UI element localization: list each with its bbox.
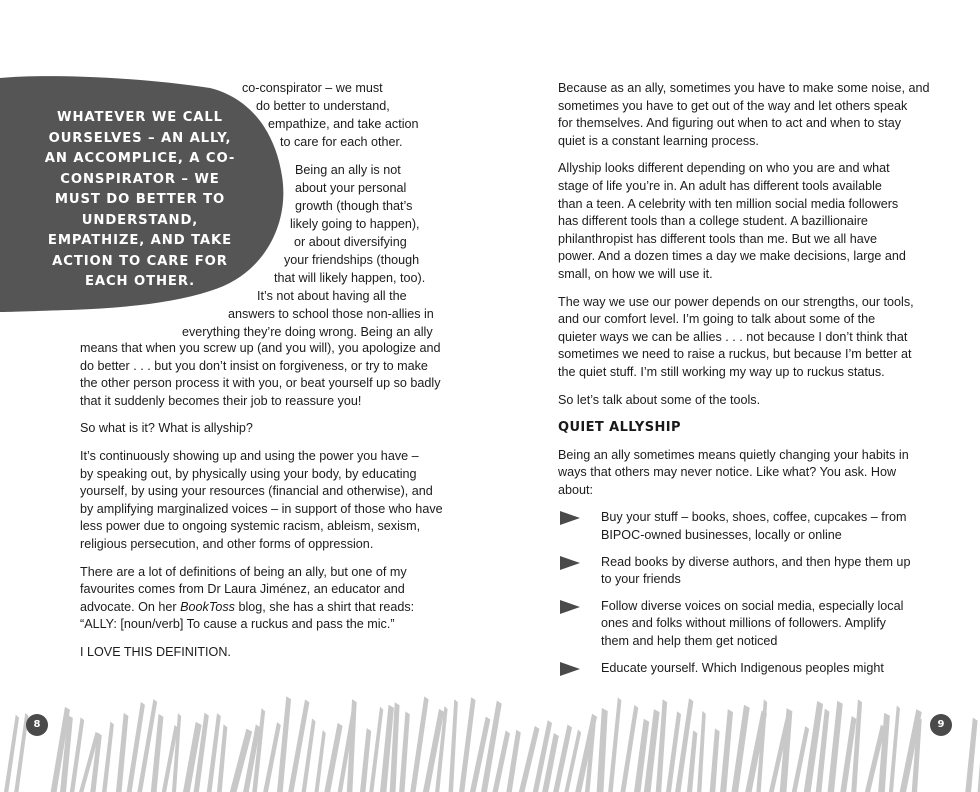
text-line: religious persecution, and other forms of oppression. [80,536,374,551]
text-line: Educate yourself. Which Indigenous peoples might [601,660,884,675]
paragraph [80,564,422,634]
page-number-right: 9 [930,714,952,736]
arrow-bullet-icon [560,600,580,614]
brush-stroke [889,705,900,792]
text-line: the other person process it with you, or beat yourself up so badly [80,376,441,391]
text-line: small, on how we will use it. [558,266,713,281]
text-line: Being an ally is not [295,163,401,177]
brush-stroke [102,722,114,792]
brush-stroke [828,701,843,792]
paragraph [558,447,909,500]
brush-stroke [710,728,720,792]
text-line: do better to understand, [256,99,390,113]
text-line: Follow diverse voices on social media, especially local [601,598,904,613]
text-line: your friendships (though [284,253,420,267]
text-line: means that when you screw up (and you will), you apologize and [80,341,441,355]
text-line: about your personal [295,181,407,195]
brush-stroke [369,707,383,792]
paragraph [558,392,903,410]
decorative-brush-stripes [0,688,980,792]
text-line: by speaking out, by physically using your body, by educating [80,466,417,481]
paragraph [80,340,441,410]
text-line: “ALLY: [noun/verb] To cause a ruckus and pass the mic.” [80,617,395,632]
pull-quote: WHATEVER WE CALL OURSELVES – AN ALLY, AN ACCOMPLICE, A CO-CONSPIRATOR – WE MUST DO BETTER TO UNDERSTAND, EMPATHIZE, AND TAKE ACTION TO CARE FOR EACH OTHER. [44,110,236,289]
text-line: Buy your stuff – books, shoes, coffee, cupcakes – from [601,510,907,525]
brush-stroke [70,717,84,792]
arrow-bullet-icon [560,662,580,676]
list-item [558,598,903,651]
text-line: to care for each other. [280,135,403,149]
left-page [80,80,443,672]
text-line: than a teen. A celebrity with ten million social media followers [558,196,899,211]
arrow-bullet-icon [560,556,580,570]
text-line: So what is it? What is allyship? [80,421,253,436]
brush-stroke [687,730,697,792]
text-line: that will likely happen, too). [274,271,426,285]
paragraph [80,644,422,662]
brush-stroke [720,709,733,792]
paragraph [558,80,930,150]
text-line: Because as an ally, sometimes you have to make some noise, and [558,81,930,95]
text-line: growth (though that’s [295,199,413,213]
brush-stroke [448,699,457,792]
arrow-bullet-icon [560,511,580,525]
text-line: stage of life you’re in. An adult has different tools available [558,178,882,193]
text-line: less power due to ongoing systemic racism, ableism, sexism, [80,519,421,534]
text-line: BIPOC-owned businesses, locally or online [601,528,842,543]
brush-stroke [277,696,291,792]
text-line: sometimes we need to raise a ruckus, but because I’m better at [558,347,912,362]
text-line: So let’s talk about some of the tools. [558,392,761,407]
text-line: Read books by diverse authors, and then hype them up [601,554,911,569]
text-line: or about diversifying [294,235,407,249]
list-item [558,554,911,589]
text-fragment: blog, she has a shirt that reads: [234,599,415,614]
paragraph [558,294,914,382]
text-line: and our comfort level. I’m going to talk about some of the [558,312,876,327]
paragraph [80,448,443,554]
paragraph [558,160,906,283]
wrap-text [80,80,434,340]
brush-stroke [731,705,749,792]
text-line: favourites comes from Dr Laura Jiménez, an educator and [80,582,405,597]
text-line: about: [558,482,594,497]
brush-stroke [314,730,325,792]
bullet-list [558,509,911,677]
text-line: It’s not about having all the [257,289,407,303]
list-item [558,660,903,678]
text-line: them and help them get noticed [601,634,778,649]
text-line: co-conspirator – we must [242,81,383,95]
blog-title: BookToss [180,599,235,614]
text-line [80,599,422,617]
text-line: answers to school those non-allies in [228,307,434,321]
right-page [558,80,930,686]
brush-stroke [399,711,410,792]
text-line: quieter ways we can be allies . . . not because I don’t think that [558,329,908,344]
brush-stroke [697,711,706,792]
brush-stroke [878,713,890,792]
paragraph [80,420,422,438]
brush-stroke [608,697,621,792]
text-line: ways that others may never notice. Like what? You ask. How [558,465,897,480]
text-line: that it suddenly becomes their job to reassure you! [80,393,362,408]
text-line: by amplifying marginalized voices – in support of those who have [80,501,443,516]
text-line: power. And a dozen times a day we make decisions, large and [558,249,906,264]
text-line: yourself, by using your resources (financial and otherwise), and [80,484,433,499]
section-heading: QUIET ALLYSHIP [558,420,681,436]
text-line: philanthropist has different tools than me. But we all have [558,231,878,246]
brush-stroke [597,708,608,792]
brush-stroke [620,705,638,792]
text-line: ones and folks without millions of followers. Amplify [601,616,886,631]
text-line: It’s continuously showing up and using the power you have – [80,448,419,463]
text-line: sometimes you have to get out of the way and let others speak [558,98,908,113]
text-line: The way we use our power depends on our strengths, our tools, [558,294,914,309]
text-fragment: advocate. On her [80,599,181,614]
text-line: has different tools than a college student. A bazillionaire [558,214,868,229]
text-line: I LOVE THIS DEFINITION. [80,644,231,659]
brush-stroke [965,718,977,792]
text-line: likely going to happen), [290,217,420,231]
text-line: everything they’re doing wrong. Being an ally [182,325,433,339]
list-item [558,509,907,544]
text-line: empathize, and take action [268,117,419,131]
brush-stroke [851,699,862,792]
text-line: do better . . . but you don’t insist on forgiveness, or try to make [80,358,428,373]
text-line: Being an ally sometimes means quietly changing your habits in [558,447,909,462]
text-line: for themselves. And figuring out when to act and when to stay [558,116,902,131]
text-line: There are a lot of definitions of being an ally, but one of my [80,564,407,579]
brush-stroke [360,728,371,792]
text-line: to your friends [601,572,681,587]
brush-stroke [116,713,128,792]
text-line: the quiet stuff. I’m still working my way up to ruckus status. [558,364,885,379]
page-number-left: 8 [26,714,48,736]
text-line: Allyship looks different depending on who you are and what [558,161,890,176]
text-line: quiet is a constant learning process. [558,133,759,148]
